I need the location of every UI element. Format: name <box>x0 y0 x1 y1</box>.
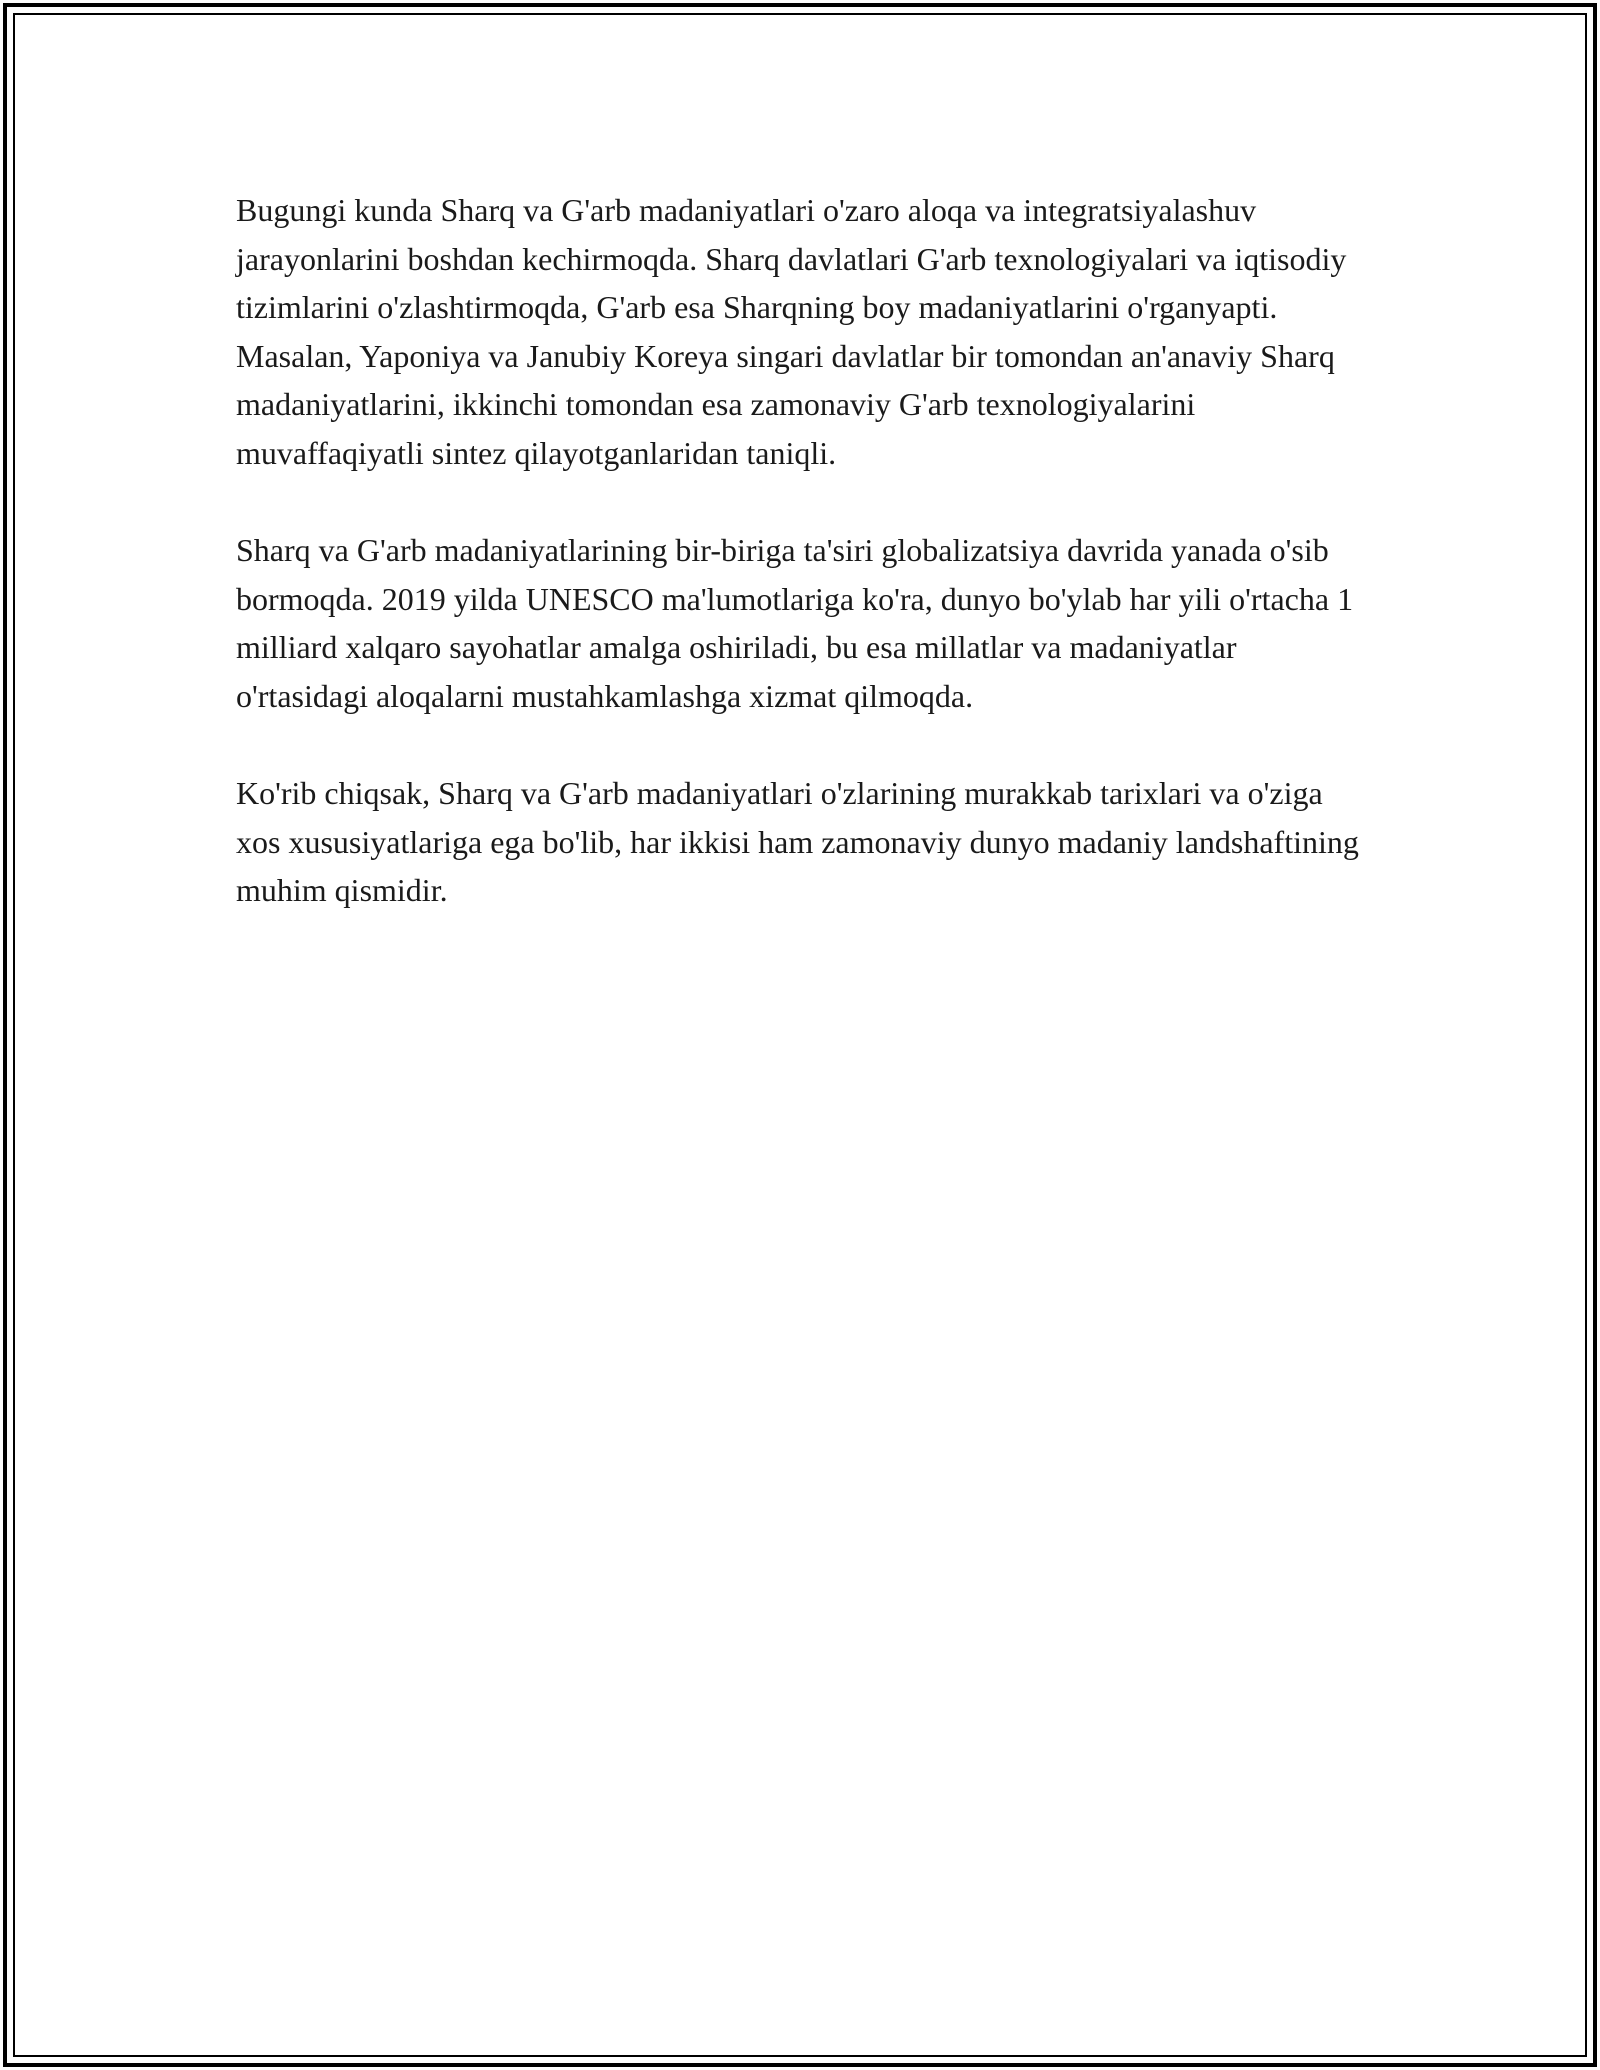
paragraph-2: Sharq va G'arb madaniyatlarining bir-biriga ta'siri globalizatsiya davrida yanada o'sib bormoqda. 2019 yilda UNESCO ma'lumotlariga ko'ra, dunyo bo'ylab har yili o'rtacha 1 milliard xalqaro sayohatlar amalga oshiriladi, bu esa millatlar va madaniyatlar o'rtasidagi aloqalarni mustahkamlashga xizmat qilmoqda. <box>236 532 1354 714</box>
paragraph-1: Bugungi kunda Sharq va G'arb madaniyatlari o'zaro aloqa va integratsiyalashuv jarayonlarini boshdan kechirmoqda. Sharq davlatlari G'arb texnologiyalari va iqtisodiy tizimlarini o'zlashtirmoqda, G'arb esa Sharqning boy madaniyatlarini o'rganyapti. Masalan, Yaponiya va Janubiy Koreya singari davlatlar bir tomondan an'anaviy Sharq madaniyatlarini, ikkinchi tomondan esa zamonaviy G'arb texnologiyalarini muvaffaqiyatli sintez qilayotganlaridan taniqli. <box>236 192 1347 471</box>
paragraph-3: Ko'rib chiqsak, Sharq va G'arb madaniyatlari o'zlarining murakkab tarixlari va o'ziga xos xususiyatlariga ega bo'lib, har ikkisi ham zamonaviy dunyo madaniy landshaftining muhim qismidir. <box>236 775 1359 908</box>
document-body <box>236 186 1366 964</box>
